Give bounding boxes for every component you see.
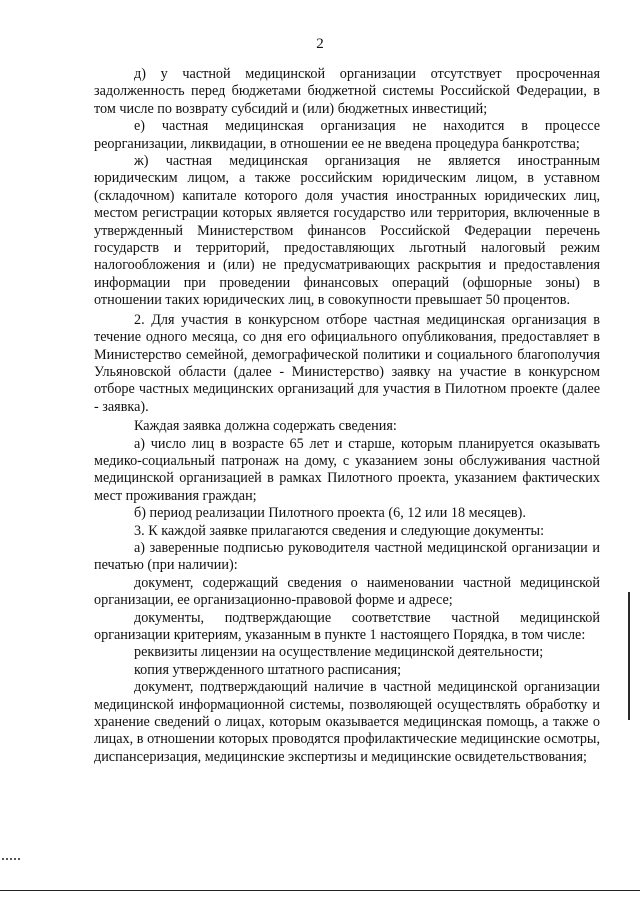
paragraph-item-b-period: б) период реализации Пилотного проекта (6, 12 или 18 месяцев). <box>134 505 526 522</box>
paragraph-section-2: 2. Для участия в конкурсном отборе частная медицинская организация в течение одного месяца, со дня его официального опубликования, предоставляет в Министерство семейной, демографической политики и социального благополучия Ульяновской области (далее - Министерство) заявку на участие в конкурсном отборе частных медицинских организаций для участия в Пилотном проекте (далее - заявка). <box>94 311 600 415</box>
document-body <box>94 66 600 766</box>
paragraph-item-zh: ж) частная медицинская организация не является иностранным юридическим лицом, а также российским юридическим лицом, в уставном (складочном) капитале которого доля участия иностранных юридических лиц, местом регистрации которых является государство или территория, включенные в утвержденный Министерством финансов Российской Федерации перечень государств и территорий, предоставляющих льготный налоговый режим налогообложения и (или) не предусматривающих раскрытия и предоставления информации при проведении финансовых операций (офшорные зоны) в отношении таких юридических лиц, в совокупности превышает 50 процентов. <box>94 153 600 309</box>
paragraph-section-3: 3. К каждой заявке прилагаются сведения и следующие документы: <box>134 522 545 539</box>
paragraph-item-a-certified: а) заверенные подписью руководителя частной медицинской организации и печатью (при наличии): <box>94 539 600 574</box>
scan-dots-mark <box>2 858 20 862</box>
paragraph-application-contents-intro: Каждая заявка должна содержать сведения: <box>134 418 397 435</box>
paragraph-info-system: документ, подтверждающий наличие в частной медицинской организации медицинской информационной системы, позволяющей осуществлять обработку и хранение сведений о лицах, которым оказывается медицинская помощь, а также о лицах, в отношении которых проводятся профилактические медицинские осмотры, диспансеризация, медицинские экспертизы и медицинские освидетельствования; <box>94 679 600 765</box>
paragraph-item-e: е) частная медицинская организация не находится в процессе реорганизации, ликвидации, в отношении ее не введена процедура банкротства; <box>94 118 600 152</box>
paragraph-license-details: реквизиты лицензии на осуществление медицинской деятельности; <box>134 644 544 661</box>
page-number: 2 <box>316 36 324 52</box>
paragraph-doc-name-info: документ, содержащий сведения о наименовании частной медицинской организации, ее организационно-правовой форме и адресе; <box>94 574 600 609</box>
paragraph-staff-schedule: копия утвержденного штатного расписания; <box>134 661 402 678</box>
bottom-rule <box>0 890 640 891</box>
paragraph-item-d: д) у частной медицинской организации отсутствует просроченная задолженность перед бюджетами бюджетной системы Российской Федерации, в том числе по возврату субсидий и (или) бюджетных инвестиций; <box>94 66 600 117</box>
paragraph-doc-criteria: документы, подтверждающие соответствие частной медицинской организации критериям, указанным в пункте 1 настоящего Порядка, в том числе: <box>94 609 600 643</box>
paragraph-item-a-persons: а) число лиц в возрасте 65 лет и старше, которым планируется оказывать медико-социальный патронаж на дому, с указанием зоны обслуживания частной медицинской организацией в рамках Пилотного проекта, указанием фактических мест проживания граждан; <box>94 435 600 504</box>
scan-edge-mark <box>628 592 630 720</box>
